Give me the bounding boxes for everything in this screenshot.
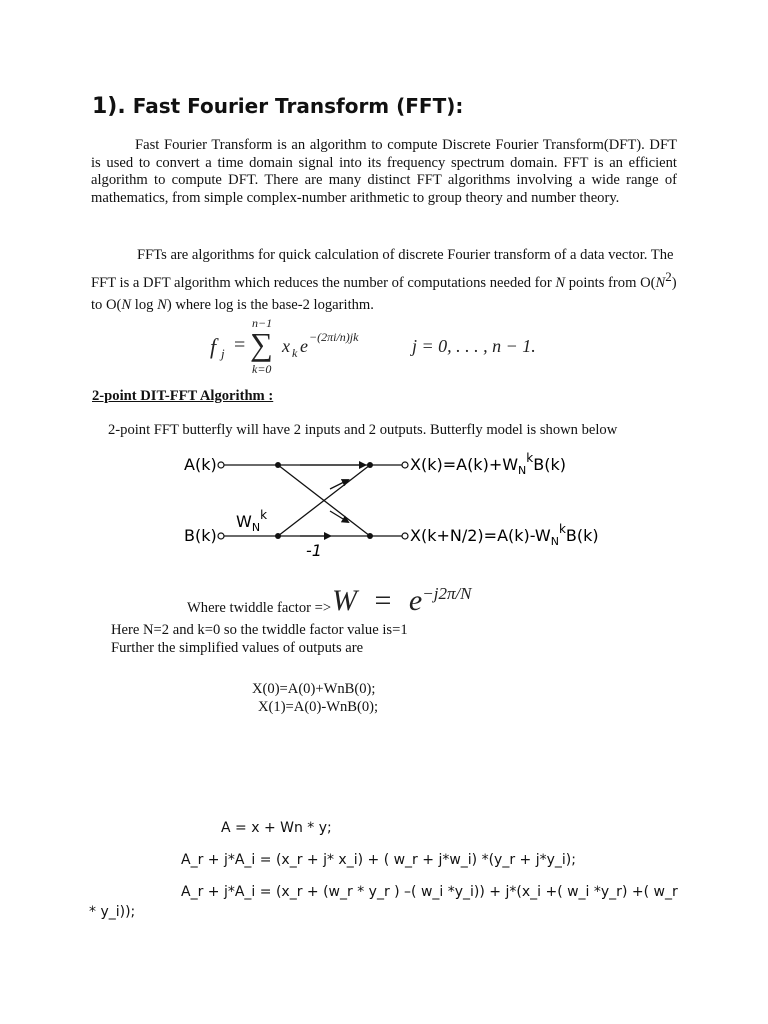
fft-paragraph-text-2: points from O( — [565, 274, 656, 291]
code-line-1: A = x + Wn * y; — [221, 820, 332, 836]
twiddle-factor-equation — [332, 584, 472, 618]
sum-lower: k=0 — [252, 362, 272, 376]
formula-x: x — [282, 336, 290, 356]
butterfly-diagram — [180, 450, 600, 560]
butterfly-description: 2-point FFT butterfly will have 2 inputs and 2 outputs. Butterfly model is shown below — [108, 422, 618, 438]
twiddle-label-w: $W_N^k$ — [236, 508, 268, 534]
var-n: N — [121, 296, 132, 313]
twiddle-equals: = — [374, 584, 392, 617]
minus-one-label: -1 — [306, 541, 322, 560]
twiddle-w: W — [332, 584, 357, 617]
sum-upper: n−1 — [252, 316, 273, 330]
sum-symbol: ∑ — [250, 326, 273, 362]
fft-paragraph-text-1: FFTs are algorithms for quick calculation of discrete Fourier transform of a data vector. The FFT is a DFT algorithm which reduces the number of computations needed for — [91, 247, 674, 291]
output-x2-label: $X(k+N/2)=A(k)-W_N^kB(k)$ — [410, 522, 599, 548]
output-x2-node — [402, 533, 408, 539]
output-x1-node — [402, 462, 408, 468]
simplified-outputs-line: Further the simplified values of outputs are — [111, 640, 364, 656]
junction-dot — [275, 533, 281, 539]
formula-e: e — [300, 336, 308, 356]
intro-paragraph-text: Fast Fourier Transform is an algorithm to compute Discrete Fourier Transform(DFT). DFT is used to convert a time domain signal into its frequency spectrum domain. FFT is an efficient algorithm to compute DFT. There are many distinct FFT algorithms involving a wide range of mathematics, from simple complex-number arithmetic to group theory and number theory. — [91, 137, 677, 206]
dft-formula — [210, 316, 570, 378]
formula-exponent: −(2πi/n)jk — [309, 330, 359, 344]
input-a-node — [218, 462, 224, 468]
intro-paragraph — [91, 137, 677, 207]
twiddle-factor-label: Where twiddle factor => — [187, 600, 332, 616]
var-n: N — [555, 274, 566, 291]
twiddle-e: e — [408, 584, 423, 617]
input-b-label: B(k) — [184, 526, 217, 545]
var-n: N — [157, 296, 167, 313]
input-a-label: A(k) — [184, 455, 217, 474]
fft-paragraph-text-3: ) to O( — [91, 274, 677, 313]
subsection-heading: 2-point DIT-FFT Algorithm : — [92, 388, 274, 404]
fft-paragraph — [91, 244, 679, 316]
code-line-2: A_r + j*A_i = (x_r + j* x_i) + ( w_r + j*w_i) *(y_r + j*y_i); — [181, 852, 576, 868]
x0-equation: X(0)=A(0)+WnB(0); — [252, 681, 376, 697]
formula-range: j = 0, . . . , n − 1. — [412, 336, 536, 356]
input-b-node — [218, 533, 224, 539]
output-x1-label: $X(k)=A(k)+W_N^kB(k)$ — [410, 451, 566, 477]
fft-paragraph-text-4: log — [131, 296, 158, 313]
exponent: 2 — [665, 269, 672, 284]
junction-dot — [367, 462, 373, 468]
formula-x-sub: k — [292, 346, 298, 360]
code-line-3: A_r + j*A_i = (x_r + (w_r * y_r ) –( w_i *y_i)) + j*(x_i +( w_i *y_r) +( w_r — [181, 884, 678, 900]
formula-lhs: f — [210, 334, 217, 359]
junction-dot — [367, 533, 373, 539]
section-title: Fast Fourier Transform (FFT): — [132, 94, 464, 118]
code-line-4: * y_i)); — [89, 904, 136, 920]
formula-lhs-sub: j — [221, 346, 225, 361]
x1-equation: X(1)=A(0)-WnB(0); — [258, 699, 379, 715]
twiddle-value-line: Here N=2 and k=0 so the twiddle factor value is=1 — [111, 622, 408, 638]
var-n: N — [655, 274, 666, 291]
fft-paragraph-text-5: ) where log is the base-2 logarithm. — [166, 296, 374, 313]
twiddle-exponent: −j2π/N — [422, 584, 472, 603]
junction-dot — [275, 462, 281, 468]
section-number: 1). — [92, 94, 126, 119]
formula-equals: = — [234, 334, 246, 356]
section-heading — [92, 94, 463, 119]
